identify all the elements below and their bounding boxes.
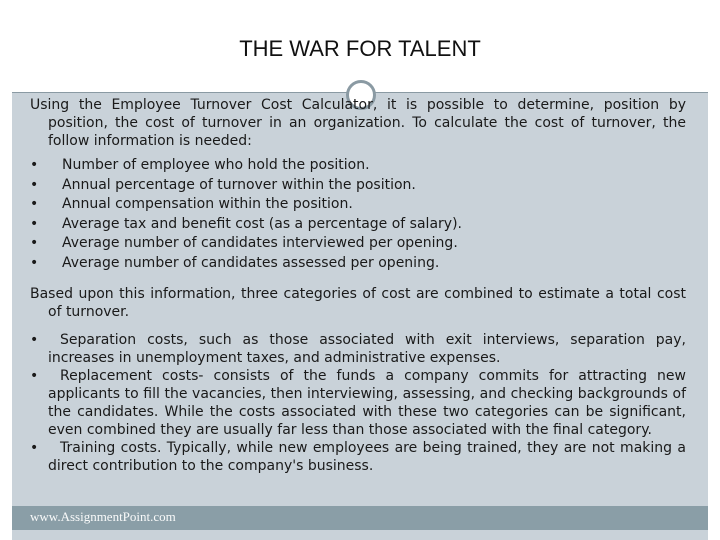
watermark: www.AssignmentPoint.com — [30, 509, 176, 524]
bullet-icon: • — [30, 157, 39, 173]
slide-title: THE WAR FOR TALENT — [239, 36, 481, 61]
info-item: • Average tax and benefit cost (as a percentage of salary). — [12, 215, 686, 235]
bullet-icon: • — [30, 332, 39, 348]
cost-item-text: Training costs. Typically, while new employees are being trained, they are not making a direct contribution to the company's business. — [48, 440, 686, 474]
info-list — [12, 156, 686, 273]
info-item: • Average number of candidates assessed per opening. — [12, 254, 686, 274]
cost-item-text: Replacement costs- consists of the funds a company commits for attracting new applicants to fill the vacancies, then interviewing, assessing, and checking backgrounds of the candidates. While the costs associated with these two categories can be significant, even combined they are usually far less than those associated with the final category. — [48, 368, 686, 438]
slide-body — [12, 96, 686, 475]
bullet-icon: • — [30, 254, 39, 271]
info-item: • Average number of candidates interviewed per opening. — [12, 234, 686, 254]
cost-item — [12, 367, 686, 439]
info-item: • Number of employee who hold the position. — [12, 156, 686, 176]
title-area — [12, 0, 708, 92]
bullet-icon: • — [30, 235, 39, 251]
cost-item-text: Separation costs, such as those associated with exit interviews, separation pay, increases in unemployment taxes, and administrative expenses. — [48, 332, 686, 366]
bullet-icon: • — [30, 196, 39, 212]
categories-intro: Based upon this information, three categories of cost are combined to estimate a total cost of turnover. — [30, 286, 686, 320]
bullet-icon: • — [30, 176, 39, 193]
intro-paragraph: Using the Employee Turnover Cost Calculator, it is possible to determine, position by position, the cost of turnover in an organization. To calculate the cost of turnover, the follow information is needed: — [30, 97, 686, 149]
info-item: • Annual percentage of turnover within the position. — [12, 176, 686, 196]
bullet-icon: • — [30, 368, 39, 384]
spacer — [12, 273, 686, 285]
spacer — [12, 321, 686, 331]
info-item: • Annual compensation within the position. — [12, 195, 686, 215]
bullet-icon: • — [30, 215, 39, 232]
cost-item — [12, 439, 686, 475]
cost-item — [12, 331, 686, 367]
bullet-icon: • — [30, 440, 39, 456]
